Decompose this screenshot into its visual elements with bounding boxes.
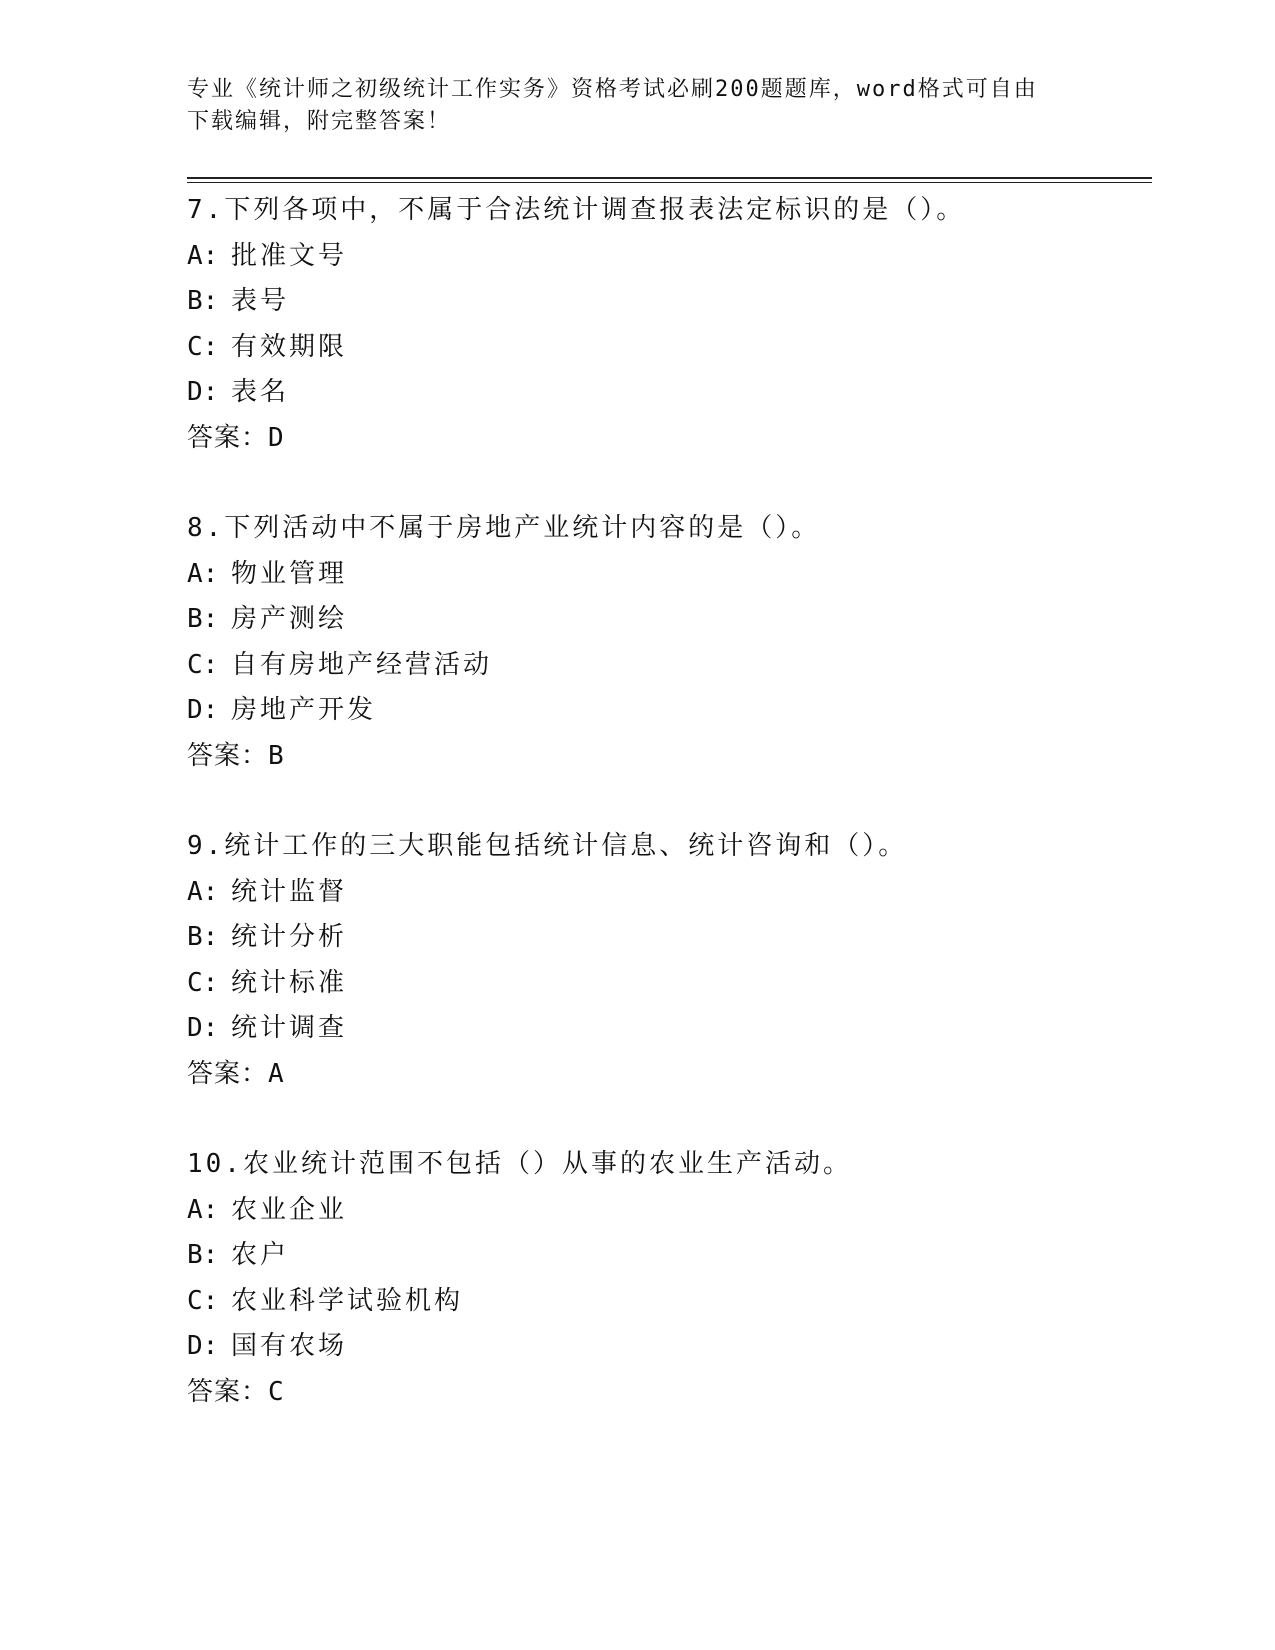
- option-text: 农业科学试验机构: [231, 1285, 464, 1316]
- option-c: [187, 643, 1152, 689]
- question-stem: 9.统计工作的三大职能包括统计信息、统计咨询和（）。: [187, 831, 908, 861]
- option-d: [187, 1324, 1152, 1370]
- option-text: 有效期限: [231, 331, 348, 362]
- answer-line: [187, 1370, 1152, 1416]
- option-b: [187, 597, 1152, 643]
- option-text: 农业企业: [231, 1194, 348, 1225]
- header-divider-thin: [187, 182, 1152, 183]
- option-letter: C:: [187, 967, 219, 998]
- option-a: [187, 1188, 1152, 1234]
- option-text: 统计分析: [231, 922, 348, 952]
- option-c: [187, 325, 1152, 371]
- question-block: [187, 1142, 1152, 1460]
- option-letter: C:: [187, 649, 219, 680]
- option-a: [187, 234, 1152, 280]
- option-letter: D:: [187, 377, 219, 407]
- option-text: 批准文号: [231, 240, 348, 271]
- option-letter: B:: [187, 604, 219, 634]
- answer-value: C: [268, 1376, 285, 1407]
- question-list: [187, 188, 1152, 1460]
- option-c: [187, 961, 1152, 1007]
- option-letter: C:: [187, 1285, 219, 1316]
- answer-value: D: [268, 422, 285, 453]
- option-text: 房地产开发: [231, 695, 377, 725]
- option-b: [187, 1233, 1152, 1279]
- answer-line: [187, 734, 1152, 780]
- option-text: 房产测绘: [231, 604, 348, 634]
- answer-label: 答案：: [187, 740, 269, 771]
- header-divider-thick: [187, 177, 1152, 179]
- question-block: [187, 824, 1152, 1142]
- question-stem: 8.下列活动中不属于房地产业统计内容的是（）。: [187, 513, 821, 543]
- option-c: [187, 1279, 1152, 1325]
- option-d: [187, 1006, 1152, 1052]
- option-text: 国有农场: [231, 1331, 348, 1361]
- header-line-1: 专业《统计师之初级统计工作实务》资格考试必刷200题题库，word格式可自由: [187, 77, 1038, 102]
- option-letter: A:: [187, 876, 219, 907]
- option-text: 统计标准: [231, 967, 348, 998]
- option-text: 表名: [231, 377, 290, 407]
- option-letter: A:: [187, 1194, 219, 1225]
- option-letter: D:: [187, 1331, 219, 1361]
- answer-value: A: [268, 1058, 285, 1089]
- option-text: 表号: [231, 286, 290, 316]
- option-a: [187, 870, 1152, 916]
- answer-value: B: [268, 740, 285, 771]
- question-stem: 10.农业统计范围不包括（）从事的农业生产活动。: [187, 1149, 852, 1179]
- option-letter: B:: [187, 1240, 219, 1270]
- option-text: 农户: [231, 1240, 290, 1270]
- question-block: [187, 188, 1152, 506]
- answer-label: 答案：: [187, 422, 269, 453]
- answer-label: 答案：: [187, 1376, 269, 1407]
- option-text: 统计监督: [231, 876, 348, 907]
- option-text: 物业管理: [231, 558, 348, 589]
- question-stem: 7.下列各项中，不属于合法统计调查报表法定标识的是（）。: [187, 195, 966, 225]
- answer-label: 答案：: [187, 1058, 269, 1089]
- answer-line: [187, 416, 1152, 462]
- option-b: [187, 915, 1152, 961]
- option-text: 统计调查: [231, 1013, 348, 1043]
- question-block: [187, 506, 1152, 824]
- option-b: [187, 279, 1152, 325]
- option-d: [187, 370, 1152, 416]
- header-line-2: 下载编辑，附完整答案！: [187, 109, 452, 134]
- option-letter: C:: [187, 331, 219, 362]
- option-letter: B:: [187, 286, 219, 316]
- option-letter: D:: [187, 695, 219, 725]
- option-letter: B:: [187, 922, 219, 952]
- answer-line: [187, 1052, 1152, 1098]
- option-text: 自有房地产经营活动: [231, 649, 493, 680]
- document-header: [187, 74, 1067, 138]
- option-letter: A:: [187, 558, 219, 589]
- option-d: [187, 688, 1152, 734]
- option-a: [187, 552, 1152, 598]
- option-letter: D:: [187, 1013, 219, 1043]
- option-letter: A:: [187, 240, 219, 271]
